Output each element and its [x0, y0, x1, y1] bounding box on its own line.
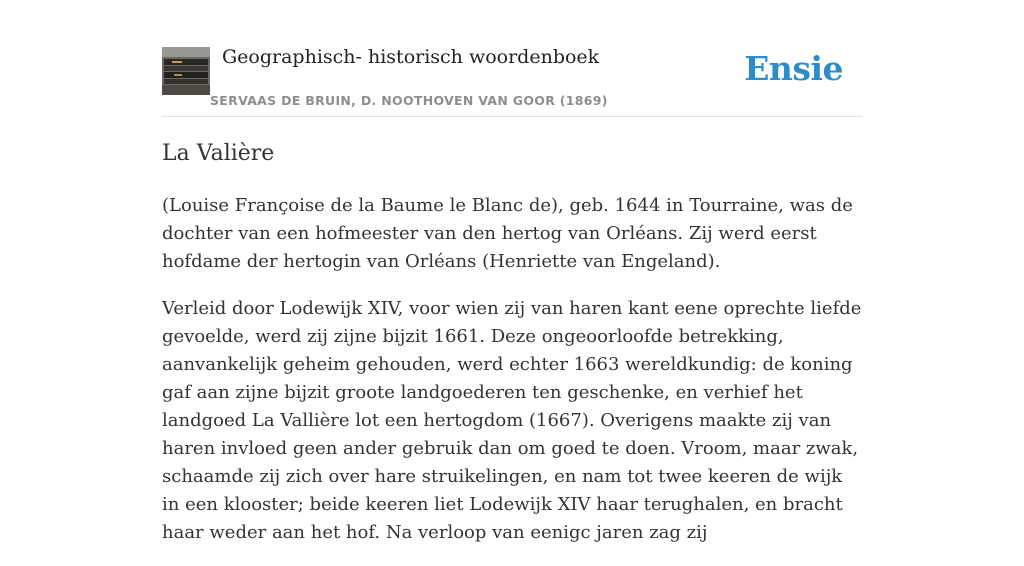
article-paragraph: Verleid door Lodewijk XIV, voor wien zij van haren kant eene oprechte liefde gevoelde, werd zij zijne bijzit 1661. Deze ongeoorloofde betrekking, aanvankelijk geheim gehouden, werd echter 1663 wereldkundig: de koning gaf aan zijne bijzit groote landgoederen ten geschenke, en verhief het landgoed La Vallière lot een hertogdom (1667). Overigens maakte zij van haren invloed geen ander gebruik dan om goed te doen. Vroom, maar zwak, schaamde zij zich over hare struikelingen, en nam tot twee keeren de wijk in een klooster; beide keeren liet Lodewijk XIV haar terughalen, en bracht haar weder aan het hof. Na verloop van eenigc jaren zag zij — [162, 298, 862, 543]
article-body — [162, 192, 862, 566]
ensie-logo[interactable]: Ensie — [744, 49, 843, 88]
book-authors: SERVAAS DE BRUIN, D. NOOTHOVEN VAN GOOR (1869) — [210, 93, 608, 108]
article-paragraph: (Louise Françoise de la Baume le Blanc de), geb. 1644 in Tourraine, was de dochter van een hofmeester van den hertog van Orléans. Zij werd eerst hofdame der hertogin van Orléans (Henriette van Engeland). — [162, 195, 853, 272]
book-spines-avatar-icon[interactable] — [162, 47, 210, 95]
source-header — [162, 40, 862, 117]
book-title-link[interactable]: Geographisch- historisch woordenboek — [222, 46, 600, 68]
article-title: La Valière — [162, 141, 275, 166]
